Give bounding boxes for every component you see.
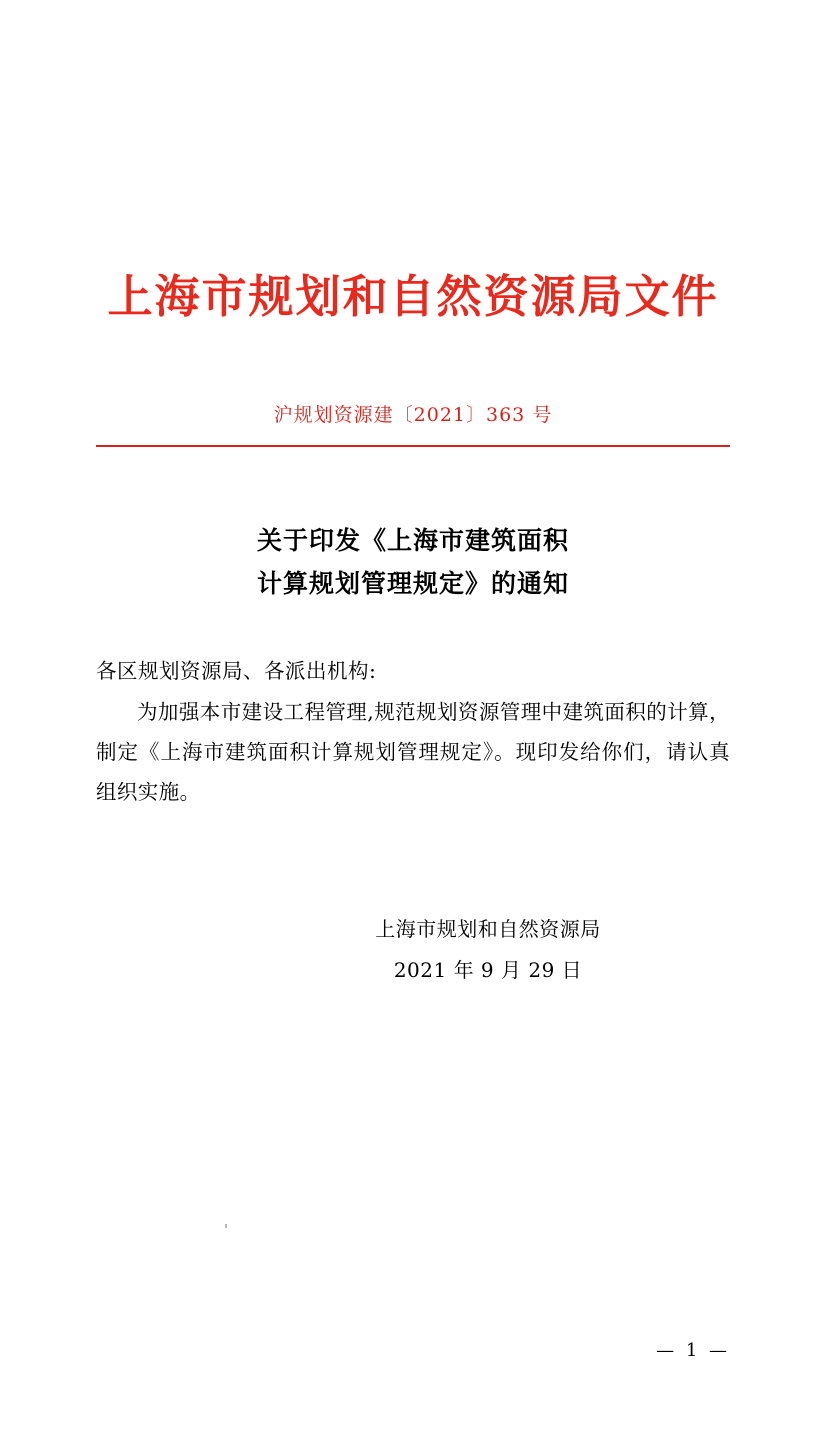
document-page (0, 272, 826, 1441)
document-masthead-title: 上海市规划和自然资源局文件 (107, 270, 719, 323)
document-number: 沪规划资源建〔2021〕363 号 (273, 403, 553, 426)
page-title (96, 519, 730, 607)
signature-organization: 上海市规划和自然资源局 (375, 916, 601, 941)
signature-block (96, 909, 730, 991)
page-title-line-1: 关于印发《上海市建筑面积 (256, 525, 569, 555)
red-divider-rule (96, 445, 730, 447)
body-paragraph: 为加强本市建设工程管理,规范规划资源管理中建筑面积的计算，制定《上海市建筑面积计算规划管理规定》。现印发给你们，请认真组织实施。 (96, 699, 730, 804)
page-number-footer: — 1 — (656, 1340, 730, 1361)
salutation-text: 各区规划资源局、各派出机构: (96, 659, 377, 683)
signature-date: 2021 年 9 月 29 日 (393, 957, 583, 982)
scan-artifact-speck (225, 1224, 227, 1228)
page-title-line-2: 计算规划管理规定》的通知 (256, 569, 569, 599)
